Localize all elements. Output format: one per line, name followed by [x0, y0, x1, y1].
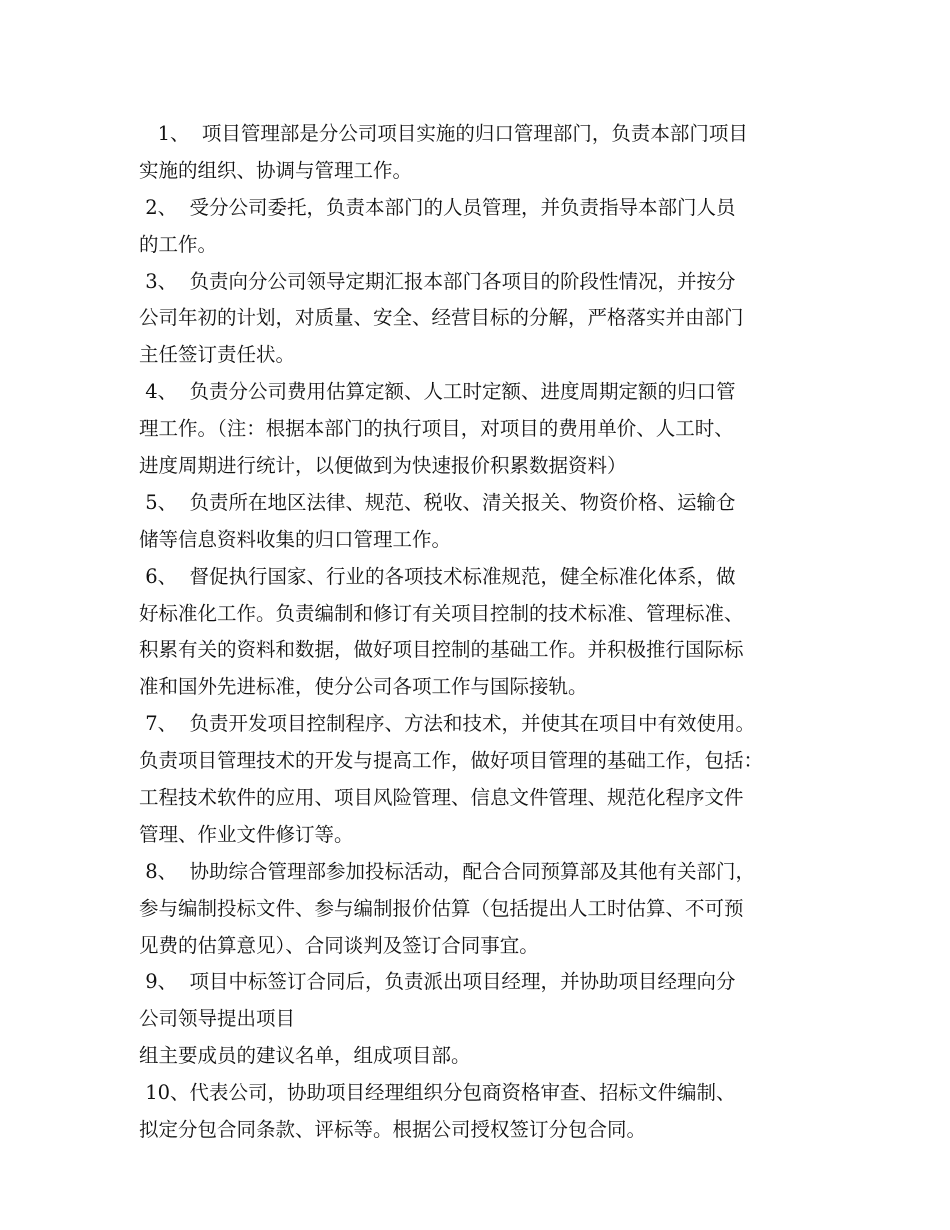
document-body	[139, 116, 829, 1149]
text-line: 进度周期进行统计，以便做到为快速报价积累数据资料）	[139, 454, 627, 478]
text-line: 积累有关的资料和数据，做好项目控制的基础工作。并积极推行国际标	[139, 638, 744, 662]
text-line: 主任签订责任状。	[139, 343, 296, 367]
text-line: 负责项目管理技术的开发与提高工作，做好项目管理的基础工作，包括：	[139, 749, 764, 773]
text-line: 管理、作业文件修订等。	[139, 822, 354, 846]
text-line: 9、 项目中标签订合同后，负责派出项目经理，并协助项目经理向分	[139, 970, 736, 994]
text-line: 7、 负责开发项目控制程序、方法和技术，并使其在项目中有效使用。	[139, 712, 756, 736]
text-line: 3、 负责向分公司领导定期汇报本部门各项目的阶段性情况，并按分	[139, 269, 736, 293]
text-line: 公司年初的计划，对质量、安全、经营目标的分解，严格落实并由部门	[139, 306, 744, 330]
text-line: 参与编制投标文件、参与编制报价估算（包括提出人工时估算、不可预	[139, 896, 744, 920]
text-line: 储等信息资料收集的归口管理工作。	[139, 527, 452, 551]
text-line: 8、 协助综合管理部参加投标活动，配合合同预算部及其他有关部门，	[139, 859, 756, 883]
text-line: 的工作。	[139, 232, 218, 256]
text-line: 拟定分包合同条款、评标等。根据公司授权签订分包合同。	[139, 1118, 647, 1142]
text-line: 公司领导提出项目	[139, 1007, 296, 1031]
text-line: 组主要成员的建议名单，组成项目部。	[139, 1044, 471, 1068]
text-line: 5、 负责所在地区法律、规范、税收、清关报关、物资价格、运输仓	[139, 490, 736, 514]
text-line: 工程技术软件的应用、项目风险管理、信息文件管理、规范化程序文件	[139, 786, 744, 810]
text-line: 4、 负责分公司费用估算定额、人工时定额、进度周期定额的归口管	[139, 380, 736, 404]
text-line: 10、代表公司，协助项目经理组织分包商资格审查、招标文件编制、	[139, 1081, 736, 1105]
text-line: 好标准化工作。负责编制和修订有关项目控制的技术标准、管理标准、	[139, 601, 744, 625]
text-line: 1、 项目管理部是分公司项目实施的归口管理部门，负责本部门项目	[139, 122, 748, 145]
text-line: 实施的组织、协调与管理工作。	[139, 158, 413, 182]
text-line: 2、 受分公司委托，负责本部门的人员管理，并负责指导本部门人员	[139, 195, 736, 219]
text-line: 见费的估算意见）、合同谈判及签订合同事宜。	[139, 933, 539, 957]
text-line: 6、 督促执行国家、行业的各项技术标准规范，健全标准化体系，做	[139, 564, 736, 588]
text-line: 理工作。（注：根据本部门的执行项目，对项目的费用单价、人工时、	[139, 417, 734, 441]
text-line: 准和国外先进标准，使分公司各项工作与国际接轨。	[139, 675, 588, 699]
